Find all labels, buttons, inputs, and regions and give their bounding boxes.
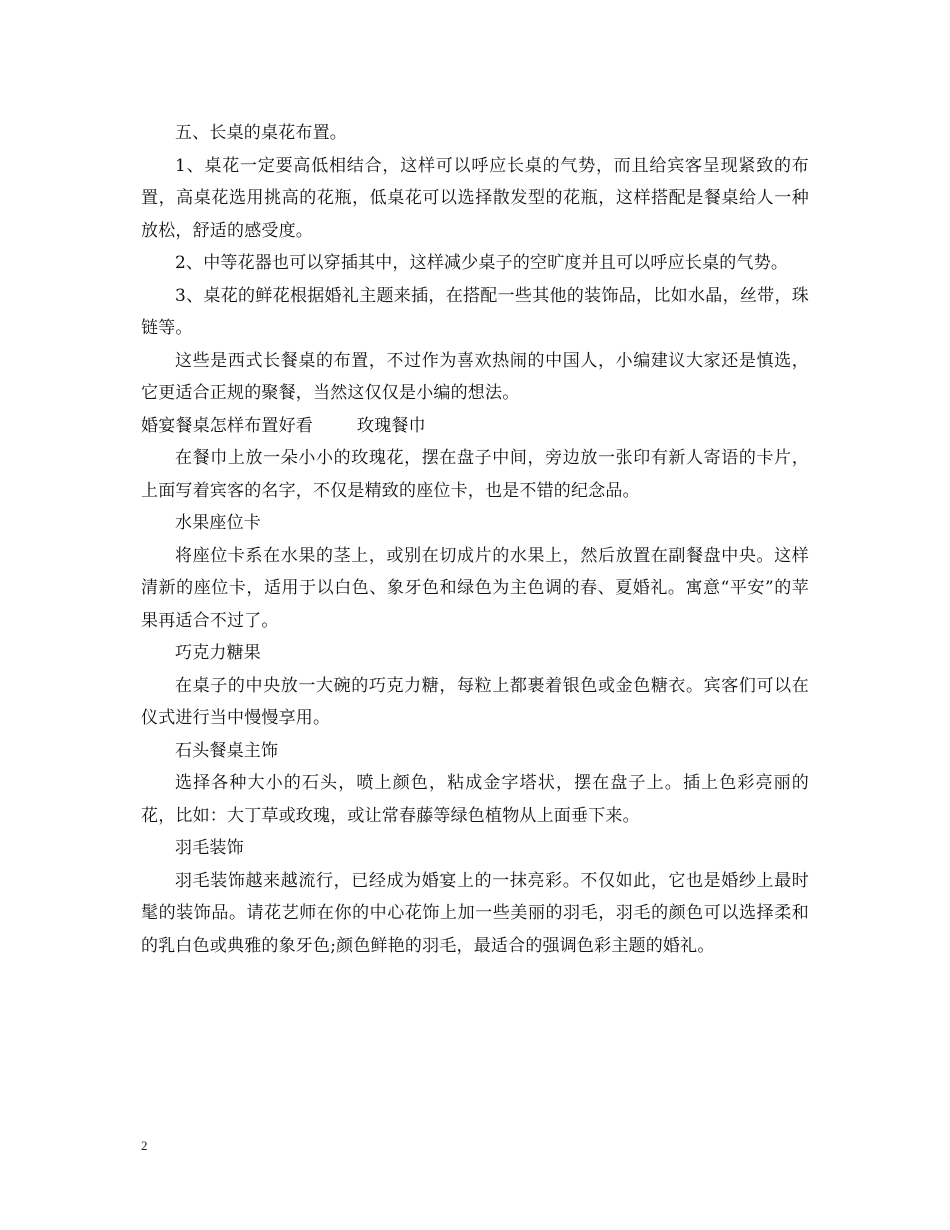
page-number: 2 [141, 1138, 148, 1153]
paragraph: 羽毛装饰越来越流行，已经成为婚宴上的一抹亮彩。不仅如此，它也是婚纱上最时髦的装饰品。请花艺师在你的中心花饰上加一些美丽的羽毛，羽毛的颜色可以选择柔和的乳白色或典雅的象牙色;颜色鲜艳的羽毛，最适合的强调色彩主题的婚礼。 [141, 870, 809, 956]
paragraph: 在餐巾上放一朵小小的玫瑰花，摆在盘子中间，旁边放一张印有新人寄语的卡片，上面写着宾客的名字，不仅是精致的座位卡，也是不错的纪念品。 [141, 448, 809, 501]
paragraph: 在桌子的中央放一大碗的巧克力糖，每粒上都裹着银色或金色糖衣。宾客们可以在仪式进行当中慢慢享用。 [141, 675, 809, 728]
document-body [141, 117, 809, 962]
paragraph: 五、长桌的桌花布置。 [175, 123, 347, 143]
paragraph: 选择各种大小的石头，喷上颜色，粘成金字塔状，摆在盘子上。插上色彩亮丽的花，比如：大丁草或玫瑰，或让常春藤等绿色植物从上面垂下来。 [141, 773, 809, 826]
section-heading [141, 410, 809, 443]
paragraph: 3、桌花的鲜花根据婚礼主题来插，在搭配一些其他的装饰品，比如水晶，丝带，珠链等。 [141, 285, 809, 338]
section-subtitle: 玫瑰餐巾 [357, 415, 426, 436]
subheading: 水果座位卡 [175, 513, 261, 533]
paragraph: 将座位卡系在水果的茎上，或别在切成片的水果上，然后放置在副餐盘中央。这样清新的座位卡，适用于以白色、象牙色和绿色为主色调的春、夏婚礼。寓意“平安”的苹果再适合不过了。 [141, 545, 809, 631]
subheading: 巧克力糖果 [175, 643, 261, 663]
subheading: 羽毛装饰 [175, 838, 244, 858]
paragraph: 2、中等花器也可以穿插其中，这样减少桌子的空旷度并且可以呼应长桌的气势。 [175, 253, 789, 273]
paragraph: 这些是西式长餐桌的布置，不过作为喜欢热闹的中国人，小编建议大家还是慎选，它更适合正规的聚餐，当然这仅仅是小编的想法。 [141, 350, 809, 403]
paragraph: 1、桌花一定要高低相结合，这样可以呼应长桌的气势，而且给宾客呈现紧致的布置，高桌花选用挑高的花瓶，低桌花可以选择散发型的花瓶，这样搭配是餐桌给人一种放松，舒适的感受度。 [141, 155, 809, 241]
section-title: 婚宴餐桌怎样布置好看 [141, 415, 313, 436]
subheading: 石头餐桌主饰 [175, 740, 279, 761]
